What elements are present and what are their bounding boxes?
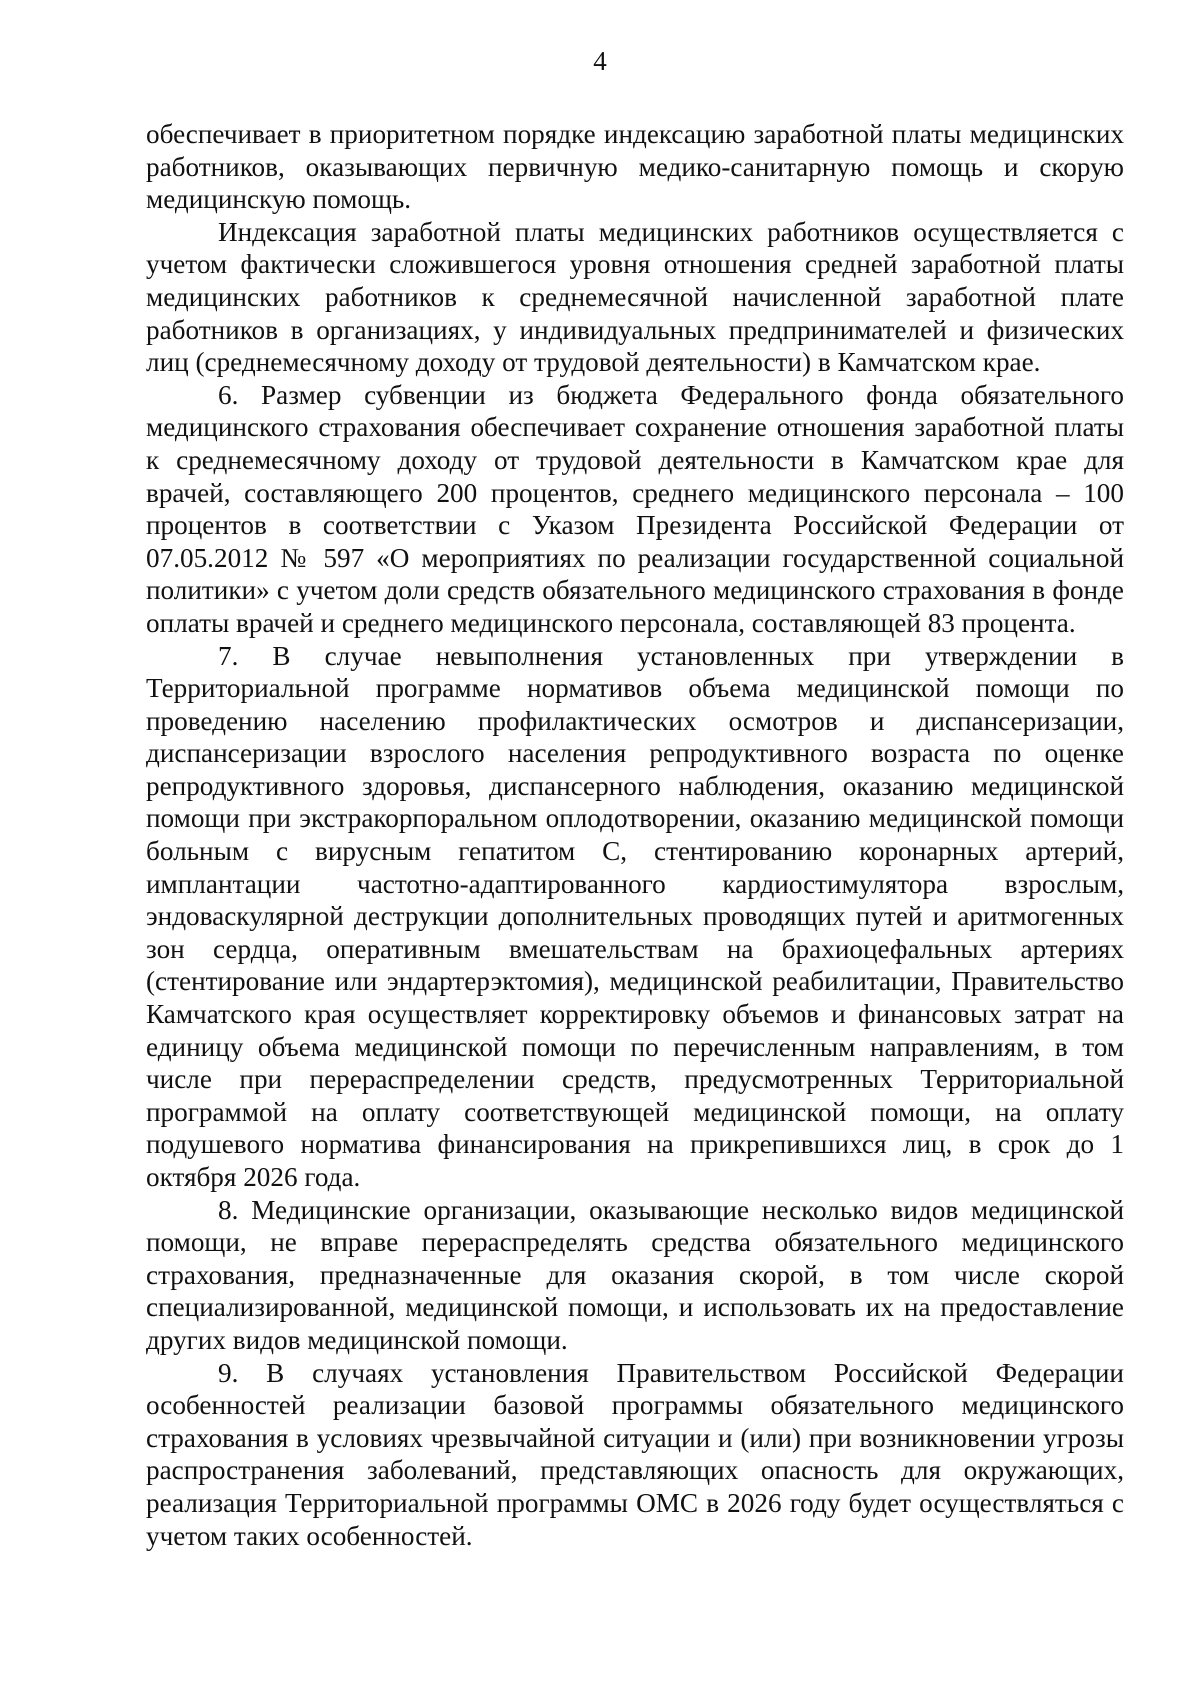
paragraph-continuation: обеспечивает в приоритетном порядке индексацию заработной платы медицинских работников, оказывающих первичную медико-санитарную помощь и скорую медицинскую помощь. [146,119,1124,215]
paragraph-8-funds-redistribution: 8. Медицинские организации, оказывающие несколько видов медицинской помощи, не вправе перераспределять средства обязательного медицинского страхования, предназначенные для оказания скорой, в том числе скорой специализированной, медицинской помощи, и использовать их на предоставление других видов медицинской помощи. [146,1194,1124,1355]
paragraph-7-volume-correction: 7. В случае невыполнения установленных при утверждении в Территориальной программе нормативов объема медицинской помощи по проведению населению профилактических осмотров и диспансеризации, диспансеризации взрослого населения репродуктивного возраста по оценке репродуктивного здоровья, диспансерного наблюдения, оказанию медицинской помощи при экстракорпоральном оплодотворении, оказанию медицинской помощи больным с вирусным гепатитом С, стентированию коронарных артерий, имплантации частотно-адаптированного кардиостимулятора взрослым, эндоваскулярной деструкции дополнительных проводящих путей и аритмогенных зон сердца, оперативным вмешательствам на брахиоцефальных артериях (стентирование или эндартерэктомия), медицинской реабилитации, Правительство Камчатского края осуществляет корректировку объемов и финансовых затрат на единицу объема медицинской помощи по перечисленным направлениям, в том числе при перераспределении средств, предусмотренных Территориальной программой на оплату соответствующей медицинской помощи, на оплату подушевого норматива финансирования на прикрепившихся лиц, в срок до 1 октября 2026 года. [146,640,1124,1192]
paragraph-9-emergency-conditions: 9. В случаях установления Правительством Российской Федерации особенностей реализации базовой программы обязательного медицинского страхования в условиях чрезвычайной ситуации и (или) при возникновении угрозы распространения заболеваний, представляющих опасность для окружающих, реализация Территориальной программы ОМС в 2026 году будет осуществляться с учетом таких особенностей. [146,1357,1124,1551]
document-body [146,118,1124,1552]
page-number: 4 [593,46,607,76]
paragraph-6-subvention: 6. Размер субвенции из бюджета Федерального фонда обязательного медицинского страхования обеспечивает сохранение отношения заработной платы к среднемесячному доходу от трудовой деятельности в Камчатском крае для врачей, составляющего 200 процентов, среднего медицинского персонала – 100 процентов в соответствии с Указом Президента Российской Федерации от 07.05.2012 № 597 «О мероприятиях по реализации государственной социальной политики» с учетом доли средств обязательного медицинского страхования в фонде оплаты врачей и среднего медицинского персонала, составляющей 83 процента. [146,379,1124,638]
paragraph-salary-indexation: Индексация заработной платы медицинских работников осуществляется с учетом фактически сложившегося уровня отношения средней заработной платы медицинских работников к среднемесячной начисленной заработной плате работников в организациях, у индивидуальных предпринимателей и физических лиц (среднемесячному доходу от трудовой деятельности) в Камчатском крае. [146,216,1124,378]
